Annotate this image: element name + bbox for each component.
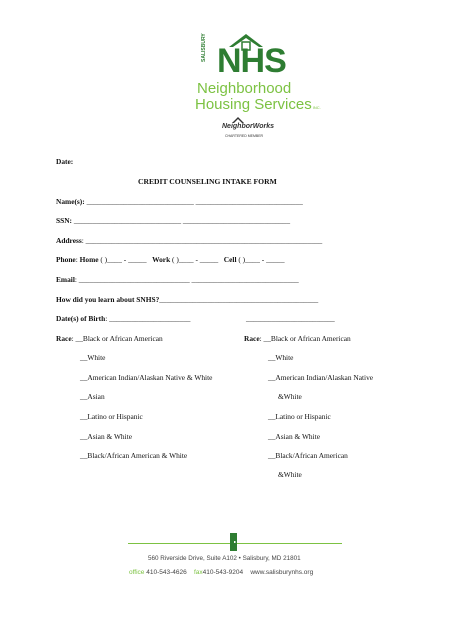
phone-cell-field[interactable]: ( )____ - _____: [238, 255, 285, 264]
email-row: [56, 275, 299, 284]
fax-label: fax: [193, 569, 203, 576]
race-option[interactable]: : __Black or African American: [71, 334, 163, 343]
referral-field[interactable]: ___________________________________________: [159, 295, 319, 304]
phone-home-label: Home: [79, 255, 99, 264]
race-option[interactable]: __American Indian/Alaskan Native & White: [80, 373, 213, 382]
logo-org-suffix: INC.: [312, 105, 321, 110]
race-option[interactable]: __Asian & White: [268, 432, 321, 441]
race-option[interactable]: __Latino or Hispanic: [80, 412, 143, 421]
race-option[interactable]: __White: [268, 353, 294, 362]
phone-home-field[interactable]: ( )____ - _____: [100, 255, 147, 264]
website-link[interactable]: www.salisburynhs.org: [250, 569, 314, 576]
race-option[interactable]: __Black/African American & White: [80, 451, 188, 460]
partner-sub: CHARTERED MEMBER: [225, 134, 264, 138]
race-option-continued: &White: [278, 392, 302, 401]
office-phone[interactable]: 410-543-4626: [146, 569, 187, 576]
office-label: office: [129, 569, 145, 576]
race-option-continued: &White: [278, 470, 302, 479]
logo-vertical-text: SALISBURY: [201, 33, 207, 62]
phone-work-label: Work: [152, 255, 171, 264]
ssn-label: SSN:: [56, 216, 73, 225]
dob-field-2[interactable]: ________________________: [246, 314, 335, 323]
phone-work-field[interactable]: ( )____ - _____: [172, 255, 219, 264]
logo-org-line2-text: Housing Services: [195, 96, 312, 113]
race-label-right: Race: [244, 334, 260, 343]
logo-org-line2: [195, 96, 321, 113]
ssn-field[interactable]: _____________________________ _____________________________: [73, 216, 291, 225]
race-option[interactable]: __White: [80, 353, 106, 362]
race-option[interactable]: : __Black or African American: [259, 334, 351, 343]
form-title: CREDIT COUNSELING INTAKE FORM: [138, 177, 277, 186]
referral-label: How did you learn about SNHS?: [56, 295, 160, 304]
race-option[interactable]: __Black/African American: [268, 451, 348, 460]
dob-row: [56, 314, 190, 323]
partner-name: NeighborWorks: [222, 123, 274, 130]
name-field[interactable]: _____________________________ _____________________________: [86, 197, 303, 206]
dob-field-1[interactable]: : ______________________: [105, 314, 191, 323]
logo-org-line1: Neighborhood: [197, 80, 292, 97]
ssn-row: [56, 216, 290, 225]
race-option[interactable]: __American Indian/Alaskan Native: [268, 373, 374, 382]
race-label-left: Race: [56, 334, 72, 343]
race-option[interactable]: __Latino or Hispanic: [268, 412, 331, 421]
name-row: [56, 197, 303, 206]
footer-contacts: [129, 569, 313, 576]
phone-cell-label: Cell: [223, 255, 237, 264]
footer-address: 560 Riverside Drive, Suite A102 • Salisbury, MD 21801: [148, 555, 301, 562]
address-label: Address: [56, 236, 82, 245]
email-label: Email: [56, 275, 75, 284]
date-label: Date:: [56, 157, 74, 166]
name-label: Name(s):: [56, 197, 85, 206]
race-right-first: [244, 334, 351, 343]
phone-row: Phone: Home ( )____ - _____ Work ( )____ - _____ Cell ( )____ - _____: [56, 255, 285, 264]
race-left-first: [56, 334, 163, 343]
door-icon: [229, 532, 239, 552]
referral-row: [56, 295, 318, 304]
email-field[interactable]: : ______________________________ _____________________________: [74, 275, 299, 284]
logo-letters: NHS: [217, 42, 286, 80]
race-option[interactable]: __Asian & White: [80, 432, 133, 441]
fax-phone[interactable]: 410-543-9204: [202, 569, 244, 576]
address-row: [56, 236, 322, 245]
race-option[interactable]: __Asian: [80, 392, 105, 401]
address-field[interactable]: : ________________________________________________________________: [81, 236, 323, 245]
dob-label: Date(s) of Birth: [56, 314, 106, 323]
phone-label: Phone: [56, 255, 76, 264]
